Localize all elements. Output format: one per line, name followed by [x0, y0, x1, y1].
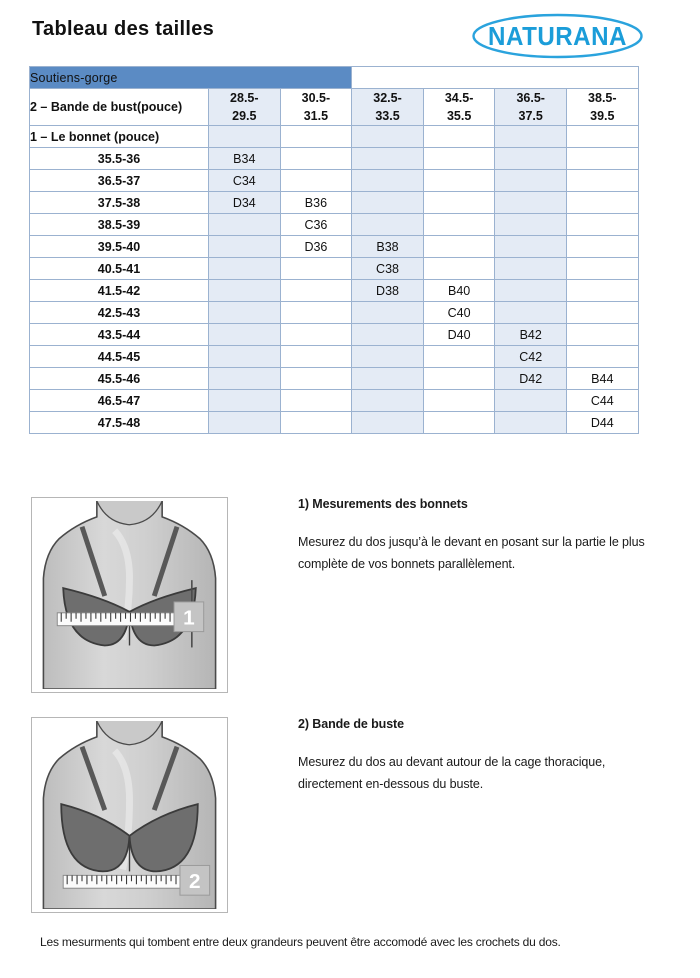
table-subheader-label: 1 – Le bonnet (pouce) — [30, 126, 209, 148]
table-empty-cell — [209, 302, 281, 324]
table-row — [30, 148, 639, 170]
table-row-label: 41.5-42 — [30, 280, 209, 302]
table-empty-cell — [495, 236, 567, 258]
table-empty-cell — [495, 148, 567, 170]
table-row — [30, 214, 639, 236]
table-empty-cell — [280, 258, 352, 280]
guide-body-cup: Mesurez du dos jusqu’à le devant en posant sur la partie le plus complète de vos bonnets parallèlement. — [298, 535, 645, 571]
table-size-cell: B38 — [352, 236, 424, 258]
table-column-header: 38.5- 39.5 — [567, 89, 639, 126]
table-subheader-cell — [352, 126, 424, 148]
table-header-label: 2 – Bande de bust(pouce) — [30, 89, 209, 126]
table-empty-cell — [423, 346, 495, 368]
table-empty-cell — [495, 412, 567, 434]
table-empty-cell — [423, 148, 495, 170]
table-column-header: 32.5- 33.5 — [352, 89, 424, 126]
table-size-cell: D44 — [567, 412, 639, 434]
table-empty-cell — [495, 390, 567, 412]
table-size-cell: B42 — [495, 324, 567, 346]
table-empty-cell — [209, 368, 281, 390]
table-column-header: 28.5- 29.5 — [209, 89, 281, 126]
table-empty-cell — [495, 258, 567, 280]
table-row-label: 36.5-37 — [30, 170, 209, 192]
table-subheader-cell — [567, 126, 639, 148]
table-row — [30, 170, 639, 192]
table-empty-cell — [567, 324, 639, 346]
guide-heading-cup: 1) Mesurements des bonnets — [298, 497, 468, 511]
table-row-label: 35.5-36 — [30, 148, 209, 170]
table-empty-cell — [352, 346, 424, 368]
document-header — [0, 0, 700, 66]
table-empty-cell — [209, 258, 281, 280]
table-row-label: 38.5-39 — [30, 214, 209, 236]
table-column-header: 36.5- 37.5 — [495, 89, 567, 126]
table-empty-cell — [567, 148, 639, 170]
size-chart-table-container — [29, 66, 638, 434]
table-empty-cell — [567, 346, 639, 368]
table-empty-cell — [495, 170, 567, 192]
table-empty-cell — [352, 390, 424, 412]
table-size-cell: D34 — [209, 192, 281, 214]
illustration-cup-measurement — [31, 497, 228, 693]
table-band-spacer — [352, 67, 638, 89]
table-empty-cell — [423, 192, 495, 214]
table-row — [30, 302, 639, 324]
table-empty-cell — [352, 324, 424, 346]
table-row-label: 44.5-45 — [30, 346, 209, 368]
table-empty-cell — [567, 192, 639, 214]
table-column-header: 34.5- 35.5 — [423, 89, 495, 126]
table-column-header: 30.5- 31.5 — [280, 89, 352, 126]
table-row-label: 47.5-48 — [30, 412, 209, 434]
table-size-cell: C44 — [567, 390, 639, 412]
table-empty-cell — [209, 214, 281, 236]
footnote: Les mesurments qui tombent entre deux grandeurs peuvent être accomodé avec les crochets du dos. — [40, 935, 561, 949]
table-empty-cell — [495, 192, 567, 214]
table-empty-cell — [352, 412, 424, 434]
illustration-marker-1: 1 — [183, 606, 195, 630]
table-subheader-row — [30, 126, 639, 148]
table-size-cell: B34 — [209, 148, 281, 170]
svg-text:NATURANA: NATURANA — [488, 22, 627, 52]
table-subheader-cell — [495, 126, 567, 148]
table-empty-cell — [280, 346, 352, 368]
table-size-cell: B40 — [423, 280, 495, 302]
table-empty-cell — [280, 368, 352, 390]
table-empty-cell — [423, 214, 495, 236]
table-size-cell: B36 — [280, 192, 352, 214]
table-empty-cell — [495, 280, 567, 302]
guide-text-cup — [298, 497, 648, 576]
guide-text-band — [298, 717, 648, 796]
table-empty-cell — [423, 170, 495, 192]
table-row — [30, 236, 639, 258]
table-size-cell: C34 — [209, 170, 281, 192]
table-row — [30, 258, 639, 280]
illustration-band-measurement — [31, 717, 228, 913]
table-empty-cell — [280, 324, 352, 346]
table-empty-cell — [423, 412, 495, 434]
table-row-label: 40.5-41 — [30, 258, 209, 280]
table-subheader-cell — [423, 126, 495, 148]
table-empty-cell — [352, 214, 424, 236]
table-band-title-row — [30, 67, 639, 89]
table-empty-cell — [352, 302, 424, 324]
size-chart-table — [29, 66, 639, 434]
table-row — [30, 280, 639, 302]
table-empty-cell — [567, 258, 639, 280]
table-empty-cell — [423, 236, 495, 258]
table-empty-cell — [423, 258, 495, 280]
table-band-title: Soutiens-gorge — [30, 67, 352, 89]
table-empty-cell — [352, 192, 424, 214]
guide-heading-band: 2) Bande de buste — [298, 717, 404, 731]
table-header-row — [30, 89, 639, 126]
table-row-label: 45.5-46 — [30, 368, 209, 390]
guide-body-band: Mesurez du dos au devant autour de la cage thoracique, directement en-dessous du buste. — [298, 755, 606, 791]
table-row-label: 39.5-40 — [30, 236, 209, 258]
table-empty-cell — [567, 280, 639, 302]
table-empty-cell — [495, 302, 567, 324]
table-size-cell: D42 — [495, 368, 567, 390]
table-empty-cell — [352, 368, 424, 390]
table-subheader-cell — [209, 126, 281, 148]
table-empty-cell — [209, 390, 281, 412]
table-empty-cell — [209, 346, 281, 368]
table-empty-cell — [280, 390, 352, 412]
table-empty-cell — [280, 412, 352, 434]
table-row — [30, 412, 639, 434]
table-empty-cell — [280, 302, 352, 324]
table-row-label: 43.5-44 — [30, 324, 209, 346]
table-empty-cell — [280, 148, 352, 170]
table-size-cell: C36 — [280, 214, 352, 236]
table-empty-cell — [209, 280, 281, 302]
table-empty-cell — [280, 170, 352, 192]
table-row-label: 46.5-47 — [30, 390, 209, 412]
table-row — [30, 324, 639, 346]
table-empty-cell — [209, 236, 281, 258]
table-empty-cell — [567, 236, 639, 258]
table-row — [30, 346, 639, 368]
page-title: Tableau des tailles — [32, 18, 215, 40]
table-empty-cell — [567, 214, 639, 236]
table-size-cell: C38 — [352, 258, 424, 280]
table-row-label: 42.5-43 — [30, 302, 209, 324]
table-size-cell: C42 — [495, 346, 567, 368]
table-empty-cell — [352, 148, 424, 170]
table-size-cell: D38 — [352, 280, 424, 302]
table-row — [30, 390, 639, 412]
table-empty-cell — [209, 412, 281, 434]
table-empty-cell — [209, 324, 281, 346]
table-empty-cell — [423, 390, 495, 412]
table-size-cell: D36 — [280, 236, 352, 258]
table-empty-cell — [495, 214, 567, 236]
table-empty-cell — [567, 302, 639, 324]
table-empty-cell — [567, 170, 639, 192]
table-size-cell: D40 — [423, 324, 495, 346]
table-size-cell: C40 — [423, 302, 495, 324]
illustration-marker-2: 2 — [189, 870, 201, 894]
table-row-label: 37.5-38 — [30, 192, 209, 214]
table-empty-cell — [423, 368, 495, 390]
table-empty-cell — [280, 280, 352, 302]
table-subheader-cell — [280, 126, 352, 148]
table-empty-cell — [352, 170, 424, 192]
table-row — [30, 192, 639, 214]
table-row — [30, 368, 639, 390]
table-size-cell: B44 — [567, 368, 639, 390]
naturana-logo — [470, 12, 645, 60]
